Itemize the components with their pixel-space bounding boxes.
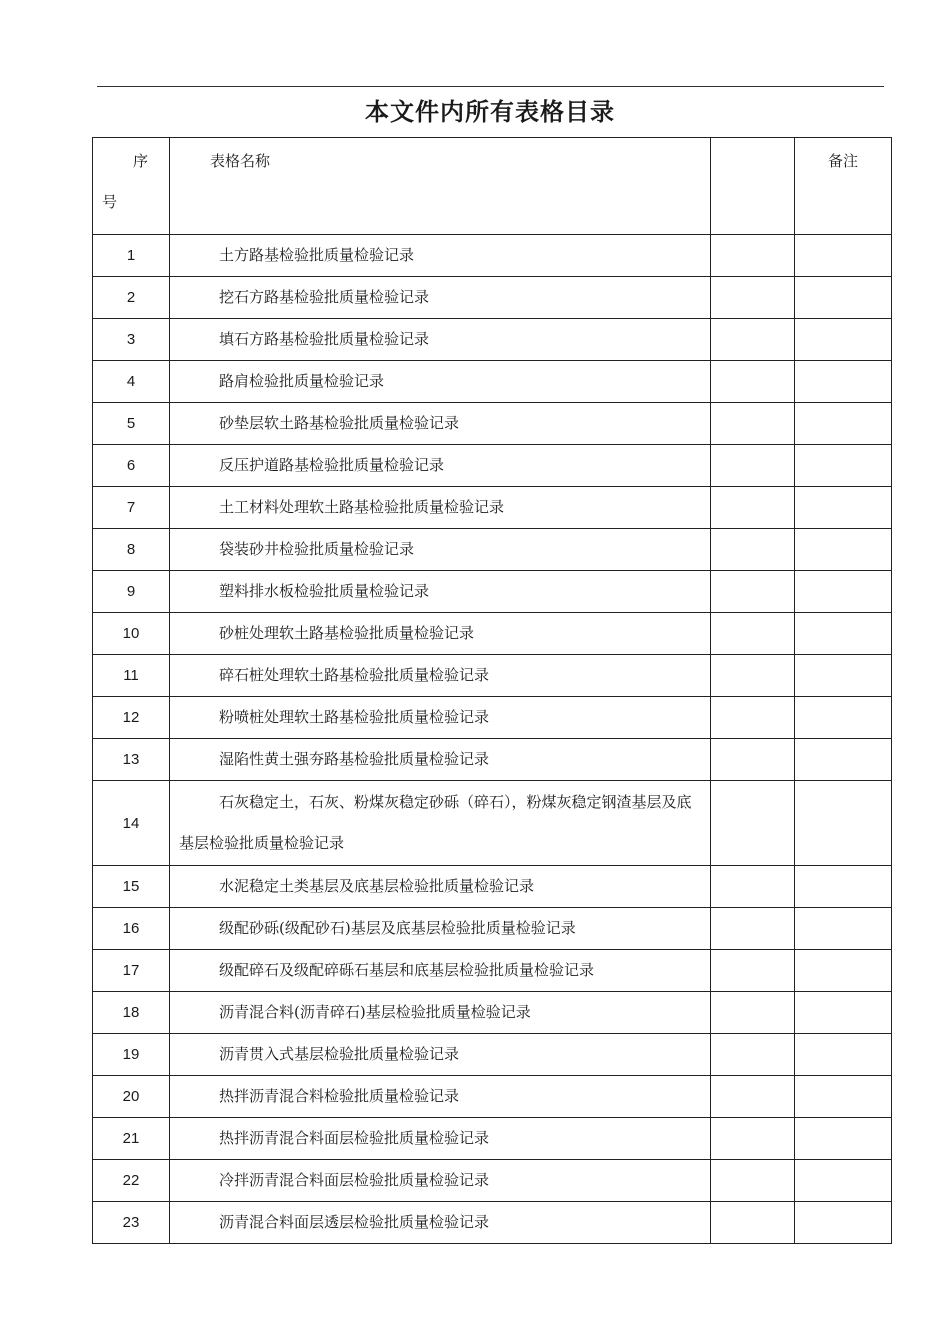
table-row	[93, 277, 892, 319]
header-blank-cell	[711, 138, 795, 235]
table-row	[93, 361, 892, 403]
table-row	[93, 403, 892, 445]
blank-cell	[711, 403, 795, 445]
table-row	[93, 908, 892, 950]
note-cell	[795, 866, 892, 908]
header-seq-bottom: 号	[102, 193, 118, 211]
row-number: 6	[93, 445, 170, 487]
form-name: 路肩检验批质量检验记录	[170, 361, 711, 403]
row-number: 10	[93, 613, 170, 655]
table-row	[93, 571, 892, 613]
blank-cell	[711, 277, 795, 319]
note-cell	[795, 235, 892, 277]
form-name: 冷拌沥青混合料面层检验批质量检验记录	[170, 1160, 711, 1202]
note-cell	[795, 571, 892, 613]
table-row	[93, 1034, 892, 1076]
row-number: 7	[93, 487, 170, 529]
note-cell	[795, 613, 892, 655]
header-name-cell: 表格名称	[170, 138, 711, 235]
blank-cell	[711, 613, 795, 655]
form-name: 土工材料处理软土路基检验批质量检验记录	[170, 487, 711, 529]
row-number: 18	[93, 992, 170, 1034]
form-name: 塑料排水板检验批质量检验记录	[170, 571, 711, 613]
blank-cell	[711, 1034, 795, 1076]
table-row	[93, 866, 892, 908]
row-number: 9	[93, 571, 170, 613]
blank-cell	[711, 992, 795, 1034]
form-name: 湿陷性黄土强夯路基检验批质量检验记录	[170, 739, 711, 781]
note-cell	[795, 992, 892, 1034]
form-name: 热拌沥青混合料检验批质量检验记录	[170, 1076, 711, 1118]
row-number: 5	[93, 403, 170, 445]
row-number: 22	[93, 1160, 170, 1202]
note-cell	[795, 655, 892, 697]
row-number: 11	[93, 655, 170, 697]
row-number: 2	[93, 277, 170, 319]
row-number: 3	[93, 319, 170, 361]
blank-cell	[711, 697, 795, 739]
row-number: 13	[93, 739, 170, 781]
form-name: 沥青混合料面层透层检验批质量检验记录	[170, 1202, 711, 1244]
row-number: 1	[93, 235, 170, 277]
form-name: 水泥稳定土类基层及底基层检验批质量检验记录	[170, 866, 711, 908]
row-number: 17	[93, 950, 170, 992]
note-cell	[795, 1118, 892, 1160]
blank-cell	[711, 1160, 795, 1202]
form-name: 级配砂砾(级配砂石)基层及底基层检验批质量检验记录	[170, 908, 711, 950]
note-cell	[795, 1160, 892, 1202]
header-rule	[97, 86, 884, 87]
form-name: 石灰稳定土，石灰、粉煤灰稳定砂砾（碎石），粉煤灰稳定钢渣基层及底基层检验批质量检验记录	[170, 781, 711, 866]
table-row	[93, 1160, 892, 1202]
form-name: 沥青贯入式基层检验批质量检验记录	[170, 1034, 711, 1076]
table-row	[93, 655, 892, 697]
table-row	[93, 1202, 892, 1244]
form-name: 砂垫层软土路基检验批质量检验记录	[170, 403, 711, 445]
row-number: 15	[93, 866, 170, 908]
form-name: 级配碎石及级配碎砾石基层和底基层检验批质量检验记录	[170, 950, 711, 992]
note-cell	[795, 361, 892, 403]
blank-cell	[711, 571, 795, 613]
row-number: 4	[93, 361, 170, 403]
row-number: 8	[93, 529, 170, 571]
table-row	[93, 697, 892, 739]
note-cell	[795, 739, 892, 781]
note-cell	[795, 403, 892, 445]
blank-cell	[711, 655, 795, 697]
header-seq-cell	[93, 138, 170, 235]
form-name: 粉喷桩处理软土路基检验批质量检验记录	[170, 697, 711, 739]
blank-cell	[711, 950, 795, 992]
form-name: 填石方路基检验批质量检验记录	[170, 319, 711, 361]
form-name: 土方路基检验批质量检验记录	[170, 235, 711, 277]
note-cell	[795, 781, 892, 866]
table-row	[93, 992, 892, 1034]
form-name: 沥青混合料(沥青碎石)基层检验批质量检验记录	[170, 992, 711, 1034]
form-name: 砂桩处理软土路基检验批质量检验记录	[170, 613, 711, 655]
note-cell	[795, 1076, 892, 1118]
note-cell	[795, 445, 892, 487]
blank-cell	[711, 529, 795, 571]
blank-cell	[711, 445, 795, 487]
table-row	[93, 613, 892, 655]
row-number: 23	[93, 1202, 170, 1244]
header-seq-top: 序	[133, 152, 149, 170]
note-cell	[795, 319, 892, 361]
form-name: 挖石方路基检验批质量检验记录	[170, 277, 711, 319]
table-row	[93, 445, 892, 487]
form-name: 热拌沥青混合料面层检验批质量检验记录	[170, 1118, 711, 1160]
note-cell	[795, 908, 892, 950]
note-cell	[795, 950, 892, 992]
table-row	[93, 235, 892, 277]
blank-cell	[711, 487, 795, 529]
row-number: 20	[93, 1076, 170, 1118]
form-name: 反压护道路基检验批质量检验记录	[170, 445, 711, 487]
table-row	[93, 950, 892, 992]
form-name: 碎石桩处理软土路基检验批质量检验记录	[170, 655, 711, 697]
form-name: 袋装砂井检验批质量检验记录	[170, 529, 711, 571]
note-cell	[795, 277, 892, 319]
blank-cell	[711, 1118, 795, 1160]
blank-cell	[711, 1076, 795, 1118]
table-row	[93, 739, 892, 781]
row-number: 16	[93, 908, 170, 950]
table-row	[93, 529, 892, 571]
blank-cell	[711, 235, 795, 277]
note-cell	[795, 1202, 892, 1244]
blank-cell	[711, 866, 795, 908]
table-row	[93, 487, 892, 529]
table-row	[93, 1076, 892, 1118]
row-number: 12	[93, 697, 170, 739]
table-row	[93, 1118, 892, 1160]
blank-cell	[711, 781, 795, 866]
page-title: 本文件内所有表格目录	[365, 98, 615, 126]
note-cell	[795, 487, 892, 529]
row-number: 21	[93, 1118, 170, 1160]
row-number: 19	[93, 1034, 170, 1076]
table-row	[93, 319, 892, 361]
row-number: 14	[93, 781, 170, 866]
forms-catalog-table	[92, 137, 892, 1244]
note-cell	[795, 529, 892, 571]
table-header-row	[93, 138, 892, 235]
note-cell	[795, 697, 892, 739]
blank-cell	[711, 319, 795, 361]
header-note-cell: 备注	[795, 138, 892, 235]
table-row	[93, 781, 892, 866]
blank-cell	[711, 739, 795, 781]
note-cell	[795, 1034, 892, 1076]
blank-cell	[711, 908, 795, 950]
blank-cell	[711, 361, 795, 403]
blank-cell	[711, 1202, 795, 1244]
